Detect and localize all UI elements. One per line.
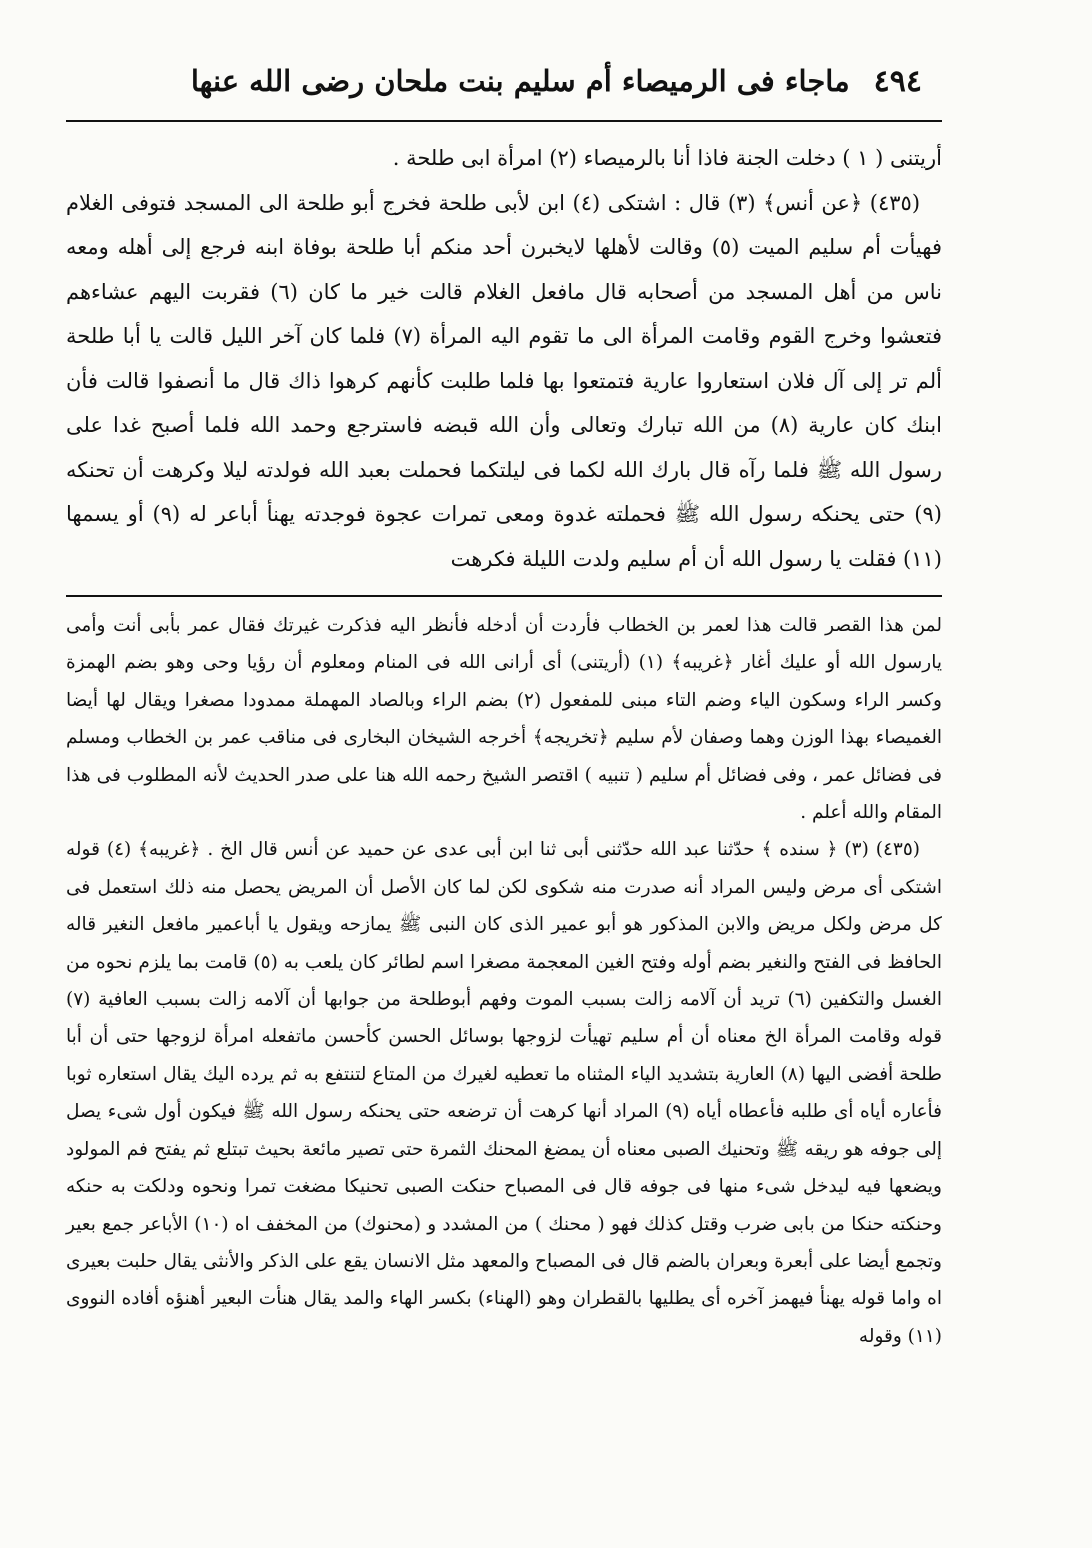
footnote-rule	[66, 595, 942, 597]
footnotes	[66, 607, 942, 1355]
main-paragraph-hadith-435: (٤٣٥) ﴿عن أنس﴾ (٣) قال : اشتكى (٤) ابن لأبى طلحة فخرج أبو طلحة الى المسجد فتوفى الغلام فهيأت أم سليم الميت (٥) وقالت لأهلها لايخبرن أحد منكم أبا طلحة بوفاة ابنه فرجع إلى أهله ومعه ناس من أهل المسجد من أصحابه قال مافعل الغلام قالت خير ما كان (٦) فقربت اليهم عشاءهم فتعشوا وخرج القوم وقامت المرأة الى ما تقوم اليه المرأة (٧) فلما كان آخر الليل قالت يا أبا طلحة ألم تر إلى آل فلان استعاروا عارية فتمتعوا بها فلما طلبت كأنهم كرهوا ذاك قال ما أنصفوا قالت فأن ابنك كان عارية (٨) من الله تبارك وتعالى وأن الله قبضه فاسترجع وحمد الله فلما أصبح غدا على رسول الله ﷺ فلما رآه قال بارك الله لكما فى ليلتكما فحملت بعبد الله فولدته ليلا وكرهت أن تحنكه (٩) حتى يحنكه رسول الله ﷺ فحملته غدوة ومعى تمرات عجوة فوجدته يهنأ أباعر له (٩) أو يسمها (١١) فقلت يا رسول الله أن أم سليم ولدت الليلة فكرهت	[66, 190, 942, 571]
hadith-text	[66, 136, 942, 581]
page-number: ٤٩٤	[873, 63, 922, 99]
main-paragraph-continuation: أريتنى ( ١ ) دخلت الجنة فاذا أنا بالرميصاء (٢) امرأة ابى طلحة .	[392, 146, 942, 170]
footnote-paragraph-435: (٤٣٥) (٣) ﴿ سنده ﴾ حدّثنا عبد الله حدّثنى أبى ثنا ابن أبى عدى عن حميد عن أنس قال الخ . ﴿غريبه﴾ (٤) قوله اشتكى أى مرض وليس المراد أنه صدرت منه شكوى لكن لما كان الأصل أن المريض يحصل منه ذلك استعمل فى كل مرض ولكل مريض والابن المذكور هو أبو عمير الذى كان النبى ﷺ يمازحه ويقول يا أباعمير مافعل النغير قاله الحافظ فى الفتح والنغير بضم أوله وفتح الغين المعجمة مصغرا اسم لطائر كان يلعب به (٥) قامت بما يلزم نحوه من الغسل والتكفين (٦) تريد أن آلامه زالت بسبب الموت وفهم أبوطلحة من جوابها أن آلامه زالت بسبب العافية (٧) قوله وقامت المرأة الخ معناه أن أم سليم تهيأت لزوجها بوسائل الحسن كأحسن ماتفعله امرأة لزوجها حتى أن أبا طلحة أفضى اليها (٨) العارية بتشديد الياء المثناه ما تعطيه لغيرك من المتاع لتنتفع به ثم يرده اليك يقال استعاره ثوبا فأعاره أياه أى طلبه فأعطاه أياه (٩) المراد أنها كرهت أن ترضعه حتى يحنكه رسول الله ﷺ فيكون أول شىء يصل إلى جوفه هو ريقه ﷺ وتحنيك الصبى معناه أن يمضغ المحنك الثمرة حتى تصير مائعة بحيث تبتلع ثم يفتح فم المولود ويضعها فيه ليدخل شىء منها فى جوفه قال فى المصباح حنكت الصبى تحنيكا مضغت تمرا ونحوه ودلكت به حنكه وحنكته حنكا من بابى ضرب وقتل كذلك فهو ( محنك ) من المشدد و (محنوك) من المخفف اه (١٠) الأباعر جمع بعير وتجمع أيضا على أبعرة وبعران بالضم قال فى المصباح والمعهد مثل الانسان يقع على الذكر والأنثى يقال حلبت بعيرى اه واما قوله يهنأ فيهمز آخره أى يطليها بالقطران وهو (الهناء) بكسر الهاء والمد يقال هنأت البعير أهنؤه أفاده النووى (١١) وقوله	[66, 839, 942, 1347]
page-header	[66, 56, 942, 106]
page-title: ماجاء فى الرميصاء أم سليم بنت ملحان رضى الله عنها	[190, 64, 850, 98]
header-rule	[66, 120, 942, 122]
footnote-paragraph-commentary: لمن هذا القصر قالت هذا لعمر بن الخطاب فأردت أن أدخله فأنظر اليه فذكرت غيرتك فقال عمر بأبى أنت وأمى يارسول الله أو عليك أغار ﴿غريبه﴾ (١) (أريتنى) أى أرانى الله فى المنام ومعلوم أن رؤيا وحى وهو بضم الهمزة وكسر الراء وسكون الياء وضم التاء مبنى للمفعول (٢) بضم الراء وبالصاد المهملة ممدودا مصغرا ويقال لها أيضا الغميصاء بهذا الوزن وهما وصفان لأم سليم ﴿تخريجه﴾ أخرجه الشيخان البخارى فى مناقب عمر بن الخطاب ومسلم فى فضائل عمر ، وفى فضائل أم سليم ( تنبيه ) اقتصر الشيخ رحمه الله هنا على صدر الحديث لأنه المطلوب فى هذا المقام والله أعلم .	[66, 615, 942, 824]
